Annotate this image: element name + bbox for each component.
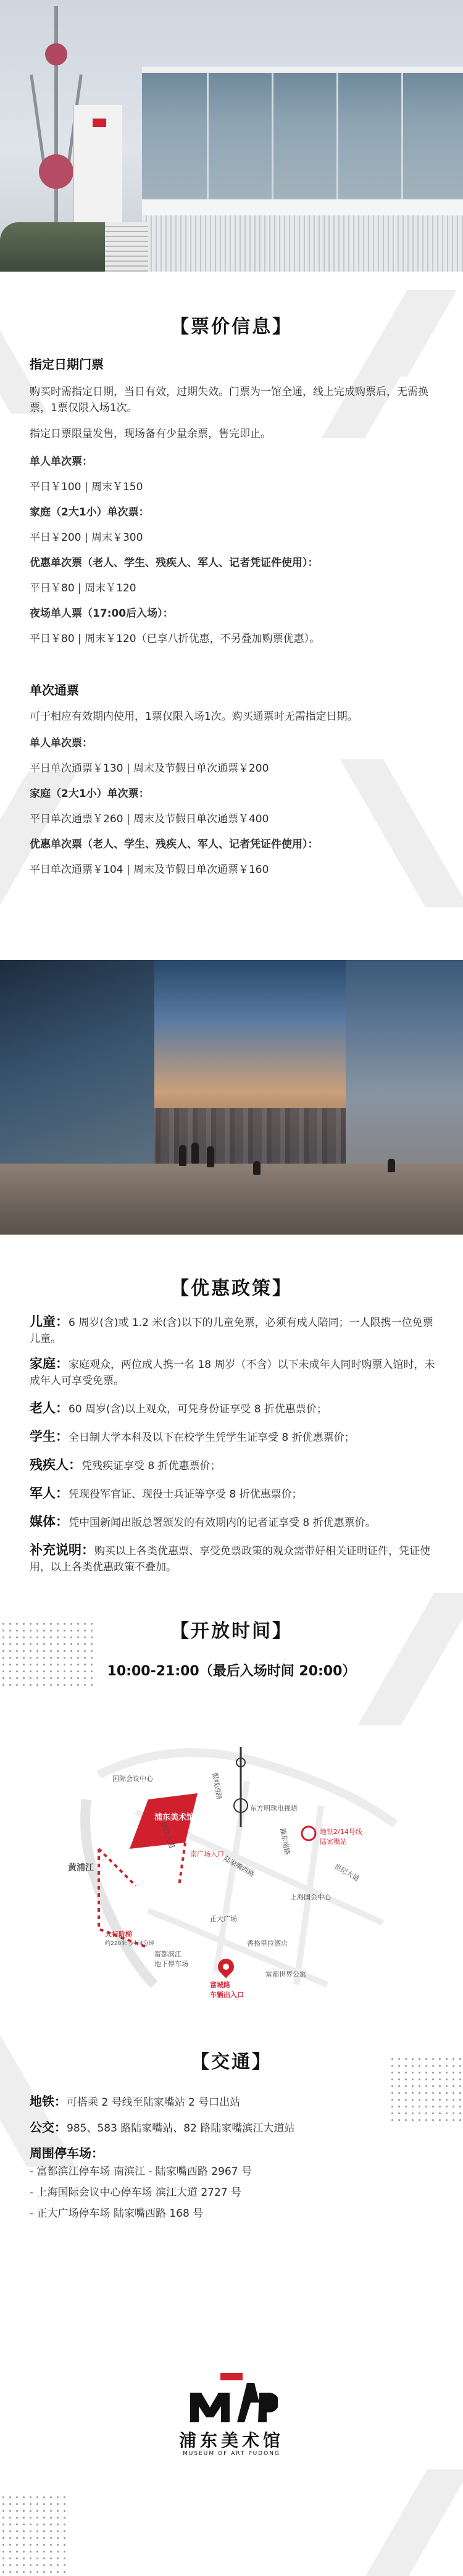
tower-sphere — [45, 43, 67, 65]
pass-ticket-desc: 可于相应有效期内使用，1票仅限入场1次。购买通票时无需指定日期。 — [30, 711, 358, 723]
location-map — [62, 1725, 407, 2015]
transport-text: 985、583 路陆家嘴站、82 路陆家嘴滨江大道站 — [67, 2122, 295, 2135]
terrace-floor — [0, 1164, 463, 1235]
transport-parking — [30, 2143, 437, 2224]
policy-item — [30, 1514, 437, 1531]
policy-key: 补充说明： — [30, 1543, 94, 1557]
brand-name-en: MUSEUM OF ART PUDONG — [183, 2451, 280, 2457]
map-metro-station: 陆家嘴站 — [320, 1838, 347, 1846]
map-road-label: 世纪大道 — [333, 1862, 361, 1883]
map-label: 上海国金中心 — [290, 1893, 331, 1901]
transport-bus — [30, 2117, 437, 2135]
map-roads — [62, 1725, 407, 2015]
facade-band — [142, 199, 463, 215]
visitor-figure — [388, 1159, 395, 1172]
map-metro-label: 地铁2/14号线 — [320, 1828, 362, 1836]
transport-text: 可搭乘 2 号线至陆家嘴站 2 号口出站 — [67, 2096, 241, 2109]
policy-text: 6 周岁(含)或 1.2 米(含)以下的儿童免票，必须有成人陪同；一人限携一位免票儿童。 — [30, 1317, 433, 1345]
dated-ticket-title: 指定日期门票 — [30, 357, 104, 372]
transport-key: 地铁： — [30, 2094, 67, 2109]
map-pin-sub: 车辆出入口 — [210, 1991, 244, 1999]
map-entry-label: 南广场入口 — [190, 1850, 224, 1858]
dated-ticket-prices — [30, 449, 437, 652]
map-label: 国际会议中心 — [112, 1775, 153, 1783]
visitor-figure — [207, 1146, 214, 1167]
mullion — [207, 73, 209, 199]
pass-ticket-prices — [30, 731, 437, 883]
facade-louvers — [142, 215, 463, 272]
oriental-pearl-tower — [54, 6, 58, 228]
map-label: 东方明珠电视塔 — [250, 1804, 298, 1812]
map-label: 香格里拉酒店 — [247, 1940, 288, 1948]
policy-section-title: 【优惠政策】 — [170, 1278, 293, 1299]
policy-text: 凭残疾证享受 8 折优惠票价； — [81, 1460, 221, 1472]
policy-key: 学生： — [30, 1429, 69, 1444]
hours-section-title: 【开放时间】 — [170, 1620, 293, 1642]
entrance-stairs — [105, 222, 148, 272]
price-heading: 优惠单次票（老人、学生、残疾人、军人、记者凭证件使用）： — [30, 838, 319, 851]
parking-item: - 富都滨江停车场 南滨江 - 陆家嘴西路 2967 号 — [30, 2165, 252, 2178]
transport-section-title: 【交通】 — [191, 2051, 272, 2073]
deco-slash — [363, 2469, 463, 2576]
map-road-label: 银城西路 — [211, 1772, 223, 1800]
mullion — [401, 73, 403, 199]
map-road-label: 浦东南路 — [278, 1827, 291, 1856]
price-heading: 夜场单人票（17:00后入场）： — [30, 607, 173, 620]
price-line: 平日￥200 | 周末￥300 — [30, 531, 143, 544]
building-logo — [93, 119, 106, 127]
price-heading: 单人单次票： — [30, 456, 93, 468]
transport-subway — [30, 2091, 437, 2109]
transport-key: 公交： — [30, 2120, 67, 2135]
price-heading: 单人单次票： — [30, 737, 93, 749]
policy-key: 残疾人： — [30, 1457, 81, 1472]
ticket-section-title: 【票价信息】 — [170, 316, 293, 338]
policy-item — [30, 1400, 437, 1417]
policy-text: 60 周岁(含)以上观众，可凭身份证享受 8 折优惠票价； — [69, 1403, 327, 1415]
policy-item — [30, 1542, 437, 1575]
mullion — [272, 73, 273, 199]
policy-key: 老人： — [30, 1401, 69, 1415]
mullion — [336, 73, 338, 199]
policy-text: 凭中国新闻出版总署颁发的有效期内的记者证享受 8 折优惠票价。 — [69, 1517, 376, 1529]
terrace-photo — [0, 960, 463, 1235]
price-line: 平日单次通票￥130 | 周末及节假日单次通票￥200 — [30, 762, 269, 775]
policy-item — [30, 1356, 437, 1389]
map-label: 富都滨江 — [154, 1950, 181, 1958]
pass-ticket-title: 单次通票 — [30, 683, 79, 698]
policy-item — [30, 1428, 437, 1446]
brand-name-cn: 浦东美术馆 — [178, 2430, 284, 2451]
policy-key: 媒体： — [30, 1514, 69, 1529]
map-label: 正大广场 — [210, 1915, 237, 1923]
policy-key: 家庭： — [30, 1356, 69, 1371]
dated-ticket-desc: 购买时需指定日期，当日有效，过期失效。门票为一馆全通，线上完成购票后，无需换票，1票仅限入场1次。 — [30, 386, 428, 414]
price-line: 平日单次通票￥260 | 周末及节假日单次通票￥400 — [30, 813, 269, 825]
parking-item: - 上海国际会议中心停车场 滨江大道 2727 号 — [30, 2186, 242, 2199]
glass-facade — [142, 73, 463, 199]
map-label: 地下停车场 — [154, 1960, 188, 1968]
policy-text: 购买以上各类优惠票、享受免票政策的观众需带好相关证明证件，凭证使用，以上各类优惠政策不叠加。 — [30, 1545, 430, 1574]
price-line: 平日单次通票￥104 | 周末及节假日单次通票￥160 — [30, 864, 269, 876]
policy-item — [30, 1485, 437, 1503]
price-line: 平日￥80 | 周末￥120（已享八折优惠，不另叠加购票优惠）。 — [30, 633, 320, 645]
dot-pattern — [0, 2494, 68, 2574]
visitor-figure — [253, 1161, 261, 1175]
policy-item — [30, 1314, 437, 1347]
map-stairs-label: 大行阶梯 — [105, 1930, 132, 1938]
price-heading: 家庭（2大1小）单次票： — [30, 506, 149, 519]
dated-ticket-note: 指定日票限量发售，现场备有少量余票，售完即止。 — [30, 428, 271, 440]
visitor-figure — [179, 1145, 186, 1166]
tower-sphere — [39, 154, 73, 189]
policy-text: 凭现役军官证、现役士兵证等享受 8 折优惠票价； — [69, 1488, 302, 1501]
price-heading: 家庭（2大1小）单次票： — [30, 788, 149, 800]
opening-hours: 10:00-21:00（最后入场时间 20:00） — [107, 1664, 356, 1679]
policy-key: 儿童： — [30, 1314, 69, 1329]
brand-logo — [0, 2370, 463, 2463]
policy-text: 全日制大学本科及以下在校学生凭学生证享受 8 折优惠票价； — [69, 1432, 355, 1444]
map-road-label: 滨江大道 — [159, 1821, 177, 1850]
map-label: 富都世界公寓 — [265, 1970, 306, 1978]
visitor-figure — [191, 1143, 199, 1164]
map-river-label: 黄浦江 — [68, 1863, 94, 1873]
price-heading: 优惠单次票（老人、学生、残疾人、军人、记者凭证件使用）： — [30, 557, 319, 569]
transport-key: 周围停车场： — [30, 2146, 104, 2161]
map-road-label: 陆家嘴西路 — [222, 1854, 256, 1878]
map-stairs-sub: 约220米 步行4分钟 — [105, 1941, 154, 1947]
price-line: 平日￥80 | 周末￥120 — [30, 582, 136, 594]
map-logo-icon — [185, 2370, 278, 2424]
policy-text: 家庭观众，两位成人携一名 18 周岁（不含）以下未成年人同时购票入馆时，未成年人可享受免票。 — [30, 1359, 435, 1387]
price-line: 平日￥100 | 周末￥150 — [30, 481, 143, 493]
policy-key: 军人： — [30, 1486, 69, 1501]
map-museum-label: 浦东美术馆 — [154, 1813, 195, 1822]
city-skyline — [142, 1108, 346, 1164]
map-pin-label: 富城路 — [210, 1981, 230, 1989]
parking-item: - 正大广场停车场 陆家嘴西路 168 号 — [30, 2207, 204, 2220]
policy-item — [30, 1457, 437, 1474]
hero-photo — [0, 0, 463, 272]
